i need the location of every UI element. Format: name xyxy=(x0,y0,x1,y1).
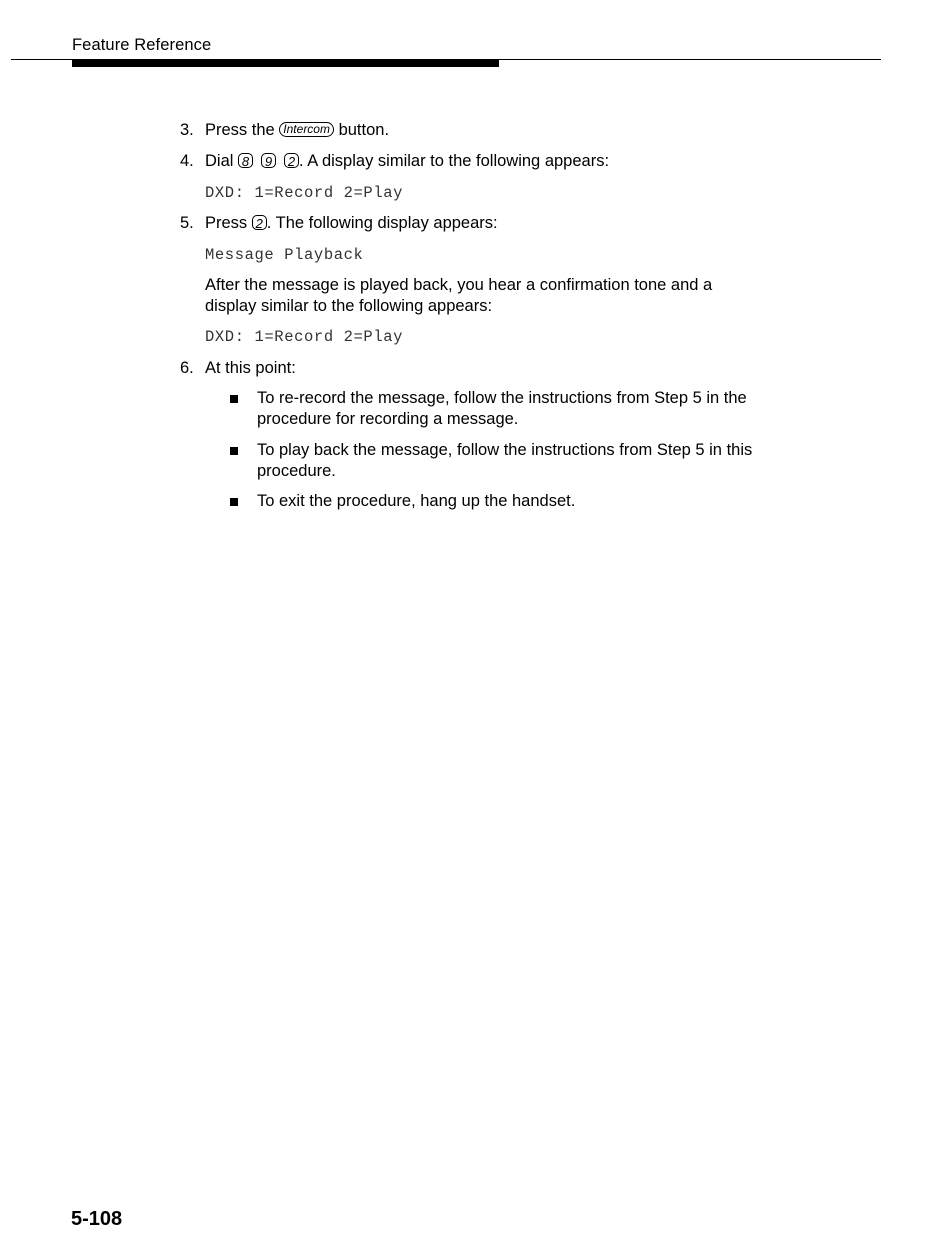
dial-key-icon: 8 xyxy=(238,153,253,168)
step-text: button. xyxy=(338,121,390,139)
list-item-text: To re-record the message, follow the instructions from Step 5 in the procedure for recording a message. xyxy=(257,389,747,428)
step-text: Dial xyxy=(205,152,234,170)
step-text: . A display similar to the following appears: xyxy=(299,152,610,170)
step-number: 3. xyxy=(180,121,194,139)
bullet-icon xyxy=(230,447,238,455)
dial-key-icon: 2 xyxy=(284,153,299,168)
step-number: 6. xyxy=(180,359,194,377)
intercom-key-icon: Intercom xyxy=(279,122,334,137)
bullet-icon xyxy=(230,395,238,403)
dial-key-icon: 2 xyxy=(252,215,267,230)
page-number: 5-108 xyxy=(71,1208,123,1230)
display-readout: DXD: 1=Record 2=Play xyxy=(205,184,404,202)
step-text: Press the xyxy=(205,121,275,139)
list-item-text: To play back the message, follow the instructions from Step 5 in this procedure. xyxy=(257,441,753,480)
step-paragraph: After the message is played back, you hear a confirmation tone and a display similar to the following appears: xyxy=(205,276,713,315)
bullet-icon xyxy=(230,498,238,506)
display-readout: DXD: 1=Record 2=Play xyxy=(205,328,404,346)
header-bar xyxy=(72,60,499,67)
display-readout: Message Playback xyxy=(205,246,364,264)
step-text: At this point: xyxy=(205,359,296,377)
step-text: . The following display appears: xyxy=(266,214,498,232)
running-header: Feature Reference xyxy=(72,36,212,54)
step-number: 5. xyxy=(180,214,194,232)
step-number: 4. xyxy=(180,152,194,170)
list-item-text: To exit the procedure, hang up the handset. xyxy=(257,492,576,510)
step-text: Press xyxy=(205,214,248,232)
dial-key-icon: 9 xyxy=(261,153,276,168)
